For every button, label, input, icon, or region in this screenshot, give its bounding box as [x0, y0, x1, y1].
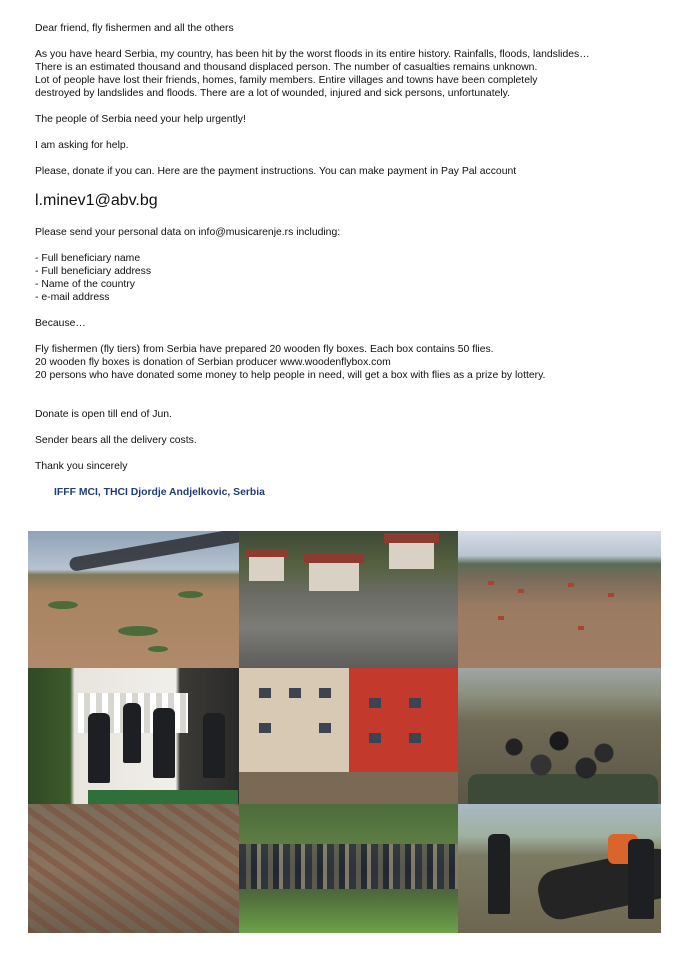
paragraph-because: Because…: [35, 318, 86, 329]
fly-boxes-line: Fly fishermen (fly tiers) from Serbia have prepared 20 wooden fly boxes. Each box contains 50 flies.: [35, 344, 494, 355]
photo-collage: [28, 531, 661, 933]
paragraph-deadline: Donate is open till end of Jun.: [35, 409, 172, 420]
flood-photo: [458, 531, 661, 668]
list-item: - Full beneficiary name: [35, 253, 141, 264]
flood-photo: [28, 668, 239, 804]
paypal-email: l.minev1@abv.bg: [35, 192, 158, 209]
paragraph-urgent: The people of Serbia need your help urgently!: [35, 114, 246, 125]
fly-boxes-line: 20 wooden fly boxes is donation of Serbian producer www.woodenflybox.com: [35, 357, 391, 368]
letter-body: [35, 22, 665, 512]
paragraph-donate: Please, donate if you can. Here are the payment instructions. You can make payment in Pay Pal account: [35, 166, 517, 177]
paragraph-delivery: Sender bears all the delivery costs.: [35, 435, 197, 446]
floods-line: As you have heard Serbia, my country, has been hit by the worst floods in its entire history. Rainfalls, floods, landslides…: [35, 49, 590, 60]
personal-data-list: [35, 252, 665, 304]
flood-photo: [28, 531, 239, 668]
paragraph-fly-boxes: [35, 343, 665, 382]
fly-boxes-line: 20 persons who have donated some money to help people in need, will get a box with flies as a prize by lottery.: [35, 370, 546, 381]
floods-line: There is an estimated thousand and thousand displaced person. The number of casualties remains unknown.: [35, 62, 538, 73]
paragraph-personal-data: Please send your personal data on info@musicarenje.rs including:: [35, 227, 341, 238]
flood-photo: [28, 804, 239, 933]
list-item: - e-mail address: [35, 292, 110, 303]
list-item: - Name of the country: [35, 279, 135, 290]
paragraph-thanks: Thank you sincerely: [35, 461, 128, 472]
flood-photo: [239, 804, 458, 933]
signature: IFFF MCI, THCI Djordje Andjelkovic, Serbia: [54, 487, 265, 498]
flood-photo: [458, 668, 661, 804]
greeting: Dear friend, fly fishermen and all the others: [35, 23, 234, 34]
list-item: - Full beneficiary address: [35, 266, 152, 277]
flood-photo: [458, 804, 661, 933]
paragraph-asking: I am asking for help.: [35, 140, 129, 151]
flood-photo: [239, 668, 458, 804]
floods-line: destroyed by landslides and floods. There are a lot of wounded, injured and sick persons, unfortunately.: [35, 88, 510, 99]
paragraph-floods: [35, 48, 665, 100]
flood-photo: [239, 531, 458, 668]
floods-line: Lot of people have lost their friends, homes, family members. Entire villages and towns have been completely: [35, 75, 538, 86]
